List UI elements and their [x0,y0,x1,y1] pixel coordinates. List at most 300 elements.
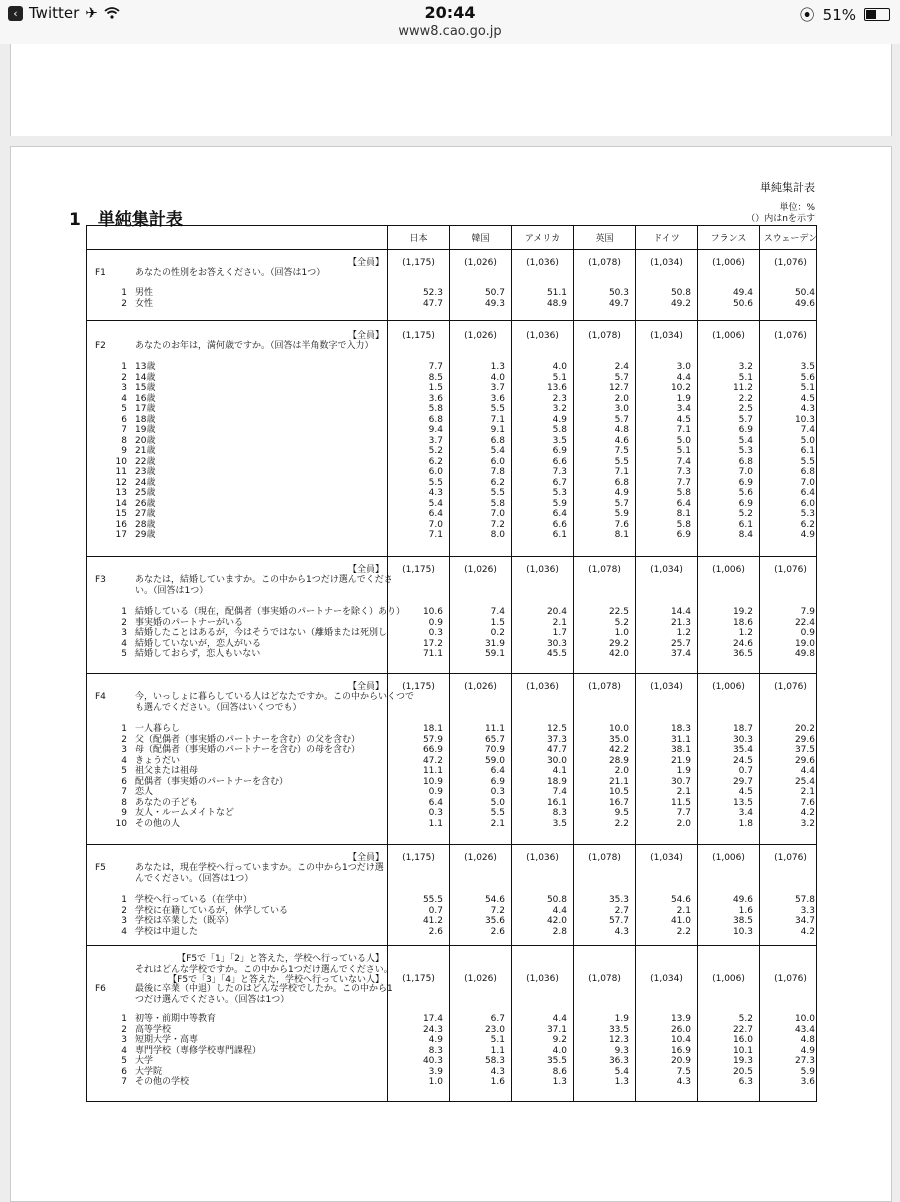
percent-value: 7.5 [614,446,629,456]
percent-value: 5.2 [738,1014,753,1024]
value-column [512,250,574,320]
percent-value: 4.4 [800,766,815,776]
percent-value: 1.5 [490,617,505,628]
percent-value: 3.0 [614,404,629,414]
percent-value: 2.1 [800,787,815,797]
percent-value: 36.3 [608,1056,629,1066]
percent-value: 4.2 [800,926,815,937]
n-count: (1,036) [526,682,559,692]
percent-value: 2.1 [676,787,691,797]
value-column [574,845,636,945]
item-number: 2 [121,905,127,916]
item-number: 9 [121,446,127,456]
percent-value: 47.2 [422,755,443,766]
percent-value: 7.6 [800,797,815,808]
percent-value: 18.1 [422,724,443,734]
n-count: (1,036) [526,565,559,575]
percent-value: 54.6 [484,895,505,905]
percent-value: 43.4 [794,1024,815,1035]
percent-value: 5.8 [428,404,443,414]
item-label: あなたの子ども [135,797,199,808]
item-number: 17 [115,530,127,540]
percent-value: 4.3 [800,404,815,414]
value-column [574,557,636,673]
percent-value: 18.6 [732,617,753,628]
n-count: (1,078) [588,853,621,863]
item-number: 5 [121,649,127,659]
item-number: 14 [115,498,127,509]
percent-value: 5.3 [552,488,567,498]
percent-value: 42.0 [546,916,567,926]
percent-value: 5.0 [800,435,815,446]
item-label: 15歳 [135,383,156,393]
percent-value: 5.3 [800,509,815,519]
item-number: 10 [115,456,127,467]
percent-value: 7.2 [490,905,505,916]
unit-note [746,203,815,225]
percent-value: 37.1 [546,1024,567,1035]
item-number: 4 [121,638,127,649]
percent-value: 2.0 [614,766,629,776]
column-header: 英国 [574,226,636,249]
item-number: 7 [121,787,127,797]
percent-value: 6.4 [490,766,505,776]
item-number: 1 [121,362,127,372]
item-label: 一人暮らし [135,724,181,734]
percent-value: 50.3 [608,288,629,298]
item-label: 学校へ行っている（在学中） [135,895,253,905]
item-number: 13 [115,488,127,498]
battery-icon [864,8,890,21]
percent-value: 5.6 [800,372,815,383]
percent-value: 13.9 [670,1014,691,1024]
column-header: ドイツ [636,226,698,249]
n-count: (1,036) [526,974,559,984]
percent-value: 6.1 [800,446,815,456]
percent-value: 7.0 [738,467,753,477]
item-label: 女性 [135,298,154,309]
percent-value: 4.0 [552,362,567,372]
percent-value: 6.4 [428,797,443,808]
section-f4 [87,674,816,845]
percent-value: 20.9 [670,1056,691,1066]
percent-value: 0.9 [428,617,443,628]
percent-value: 22.4 [794,617,815,628]
percent-value: 2.4 [614,362,629,372]
section-label: 【全員】 [347,565,384,575]
percent-value: 30.3 [732,734,753,745]
percent-value: 10.3 [794,414,815,425]
percent-value: 12.5 [546,724,567,734]
value-column [388,557,450,673]
item-number: 3 [121,628,127,638]
percent-value: 18.3 [670,724,691,734]
n-count: (1,175) [402,258,435,268]
percent-value: 4.0 [490,372,505,383]
percent-value: 21.9 [670,755,691,766]
question-id: F3 [95,575,106,585]
percent-value: 2.1 [490,818,505,829]
value-column [760,250,821,320]
n-count: (1,076) [774,258,807,268]
percent-value: 10.0 [794,1014,815,1024]
percent-value: 3.9 [428,1066,443,1077]
percent-value: 5.8 [676,488,691,498]
value-column [450,321,512,556]
percent-value: 5.5 [614,456,629,467]
percent-value: 10.9 [422,776,443,787]
n-count: (1,026) [464,331,497,341]
percent-value: 7.4 [552,787,567,797]
value-column [698,674,760,844]
question-text: い。（回答は1つ） [135,585,209,596]
n-count: (1,006) [712,565,745,575]
percent-value: 11.2 [732,383,753,393]
percent-value: 8.4 [738,530,753,540]
item-label: 28歳 [135,519,156,530]
value-column [574,946,636,1101]
percent-value: 65.7 [484,734,505,745]
item-number: 2 [121,734,127,745]
value-column [512,557,574,673]
n-count: (1,034) [650,974,683,984]
value-column [698,845,760,945]
item-label: 大学院 [135,1066,163,1077]
percent-value: 1.9 [676,766,691,776]
question-text: 最後に卒業（中退）したのはどんな学校でしたか。この中から1 [135,984,393,994]
item-label: 23歳 [135,467,156,477]
item-label: 大学 [135,1056,154,1066]
percent-value: 50.7 [484,288,505,298]
percent-value: 3.4 [738,808,753,818]
percent-value: 2.8 [552,926,567,937]
percent-value: 49.6 [794,298,815,309]
percent-value: 50.4 [794,288,815,298]
percent-value: 7.7 [676,477,691,488]
item-label: 事実婚のパートナーがいる [135,617,244,628]
percent-value: 5.0 [490,797,505,808]
percent-value: 6.6 [552,519,567,530]
percent-value: 4.8 [614,425,629,435]
value-column [512,321,574,556]
percent-value: 37.4 [670,649,691,659]
n-count: (1,175) [402,331,435,341]
document-title: 1 単純集計表 [69,210,183,230]
percent-value: 7.4 [676,456,691,467]
percent-value: 34.7 [794,916,815,926]
item-label: 高等学校 [135,1024,172,1035]
percent-value: 49.6 [732,895,753,905]
percent-value: 1.8 [738,818,753,829]
item-number: 6 [121,1066,127,1077]
value-column [388,321,450,556]
percent-value: 5.8 [676,519,691,530]
percent-value: 4.9 [552,414,567,425]
percent-value: 6.2 [428,456,443,467]
percent-value: 1.6 [490,1077,505,1087]
item-label: 13歳 [135,362,156,372]
percent-value: 20.2 [794,724,815,734]
percent-value: 8.6 [552,1066,567,1077]
percent-value: 4.5 [800,393,815,404]
percent-value: 7.3 [676,467,691,477]
percent-value: 42.0 [608,649,629,659]
n-count: (1,175) [402,682,435,692]
section-f6 [87,946,816,1101]
n-count: (1,006) [712,853,745,863]
percent-value: 4.6 [614,435,629,446]
item-number: 5 [121,766,127,776]
percent-value: 14.4 [670,607,691,617]
percent-value: 6.7 [552,477,567,488]
percent-value: 5.4 [490,446,505,456]
percent-value: 4.1 [552,766,567,776]
percent-value: 1.3 [552,1077,567,1087]
percent-value: 7.5 [676,1066,691,1077]
percent-value: 5.1 [800,383,815,393]
item-number: 4 [121,1045,127,1056]
percent-value: 18.9 [546,776,567,787]
percent-value: 57.9 [422,734,443,745]
percent-value: 50.8 [670,288,691,298]
item-number: 10 [115,818,127,829]
percent-value: 5.1 [552,372,567,383]
percent-value: 20.5 [732,1066,753,1077]
n-count: (1,034) [650,258,683,268]
percent-value: 31.9 [484,638,505,649]
percent-value: 51.1 [546,288,567,298]
percent-value: 1.0 [614,628,629,638]
percent-value: 8.3 [552,808,567,818]
percent-value: 0.9 [800,628,815,638]
column-header: 日本 [388,226,450,249]
percent-value: 8.1 [676,509,691,519]
percent-value: 0.7 [738,766,753,776]
n-count: (1,078) [588,682,621,692]
item-number: 6 [121,414,127,425]
percent-value: 49.2 [670,298,691,309]
status-bar [0,0,900,44]
percent-value: 24.5 [732,755,753,766]
percent-value: 23.0 [484,1024,505,1035]
item-number: 8 [121,435,127,446]
percent-value: 3.2 [552,404,567,414]
percent-value: 4.5 [676,414,691,425]
percent-value: 21.3 [670,617,691,628]
percent-value: 49.7 [608,298,629,309]
item-number: 4 [121,393,127,404]
item-label: 父（配偶者（事実婚のパートナーを含む）の父を含む） [135,734,361,745]
percent-value: 5.6 [738,488,753,498]
percent-value: 41.2 [422,916,443,926]
item-number: 2 [121,617,127,628]
question-cell [87,845,388,945]
item-label: 14歳 [135,372,156,383]
percent-value: 6.0 [800,498,815,509]
question-cell [87,946,393,1101]
question-text: あなたは，結婚していますか。この中から1つだけ選んでくださ [135,575,393,585]
percent-value: 16.1 [546,797,567,808]
percent-value: 3.2 [800,818,815,829]
percent-value: 11.1 [422,766,443,776]
section-f2 [87,321,816,557]
n-count: (1,034) [650,853,683,863]
question-cell [87,321,388,556]
percent-value: 2.5 [738,404,753,414]
item-number: 5 [121,1056,127,1066]
n-count: (1,175) [402,853,435,863]
percent-value: 7.0 [490,509,505,519]
percent-value: 6.9 [490,776,505,787]
percent-value: 1.1 [490,1045,505,1056]
value-column [574,321,636,556]
percent-value: 6.6 [552,456,567,467]
column-header: 韓国 [450,226,512,249]
item-number: 1 [121,895,127,905]
percent-value: 13.6 [546,383,567,393]
value-column [450,946,512,1101]
percent-value: 1.1 [428,818,443,829]
percent-value: 4.9 [800,530,815,540]
percent-value: 6.8 [614,477,629,488]
percent-value: 5.2 [428,446,443,456]
percent-value: 7.0 [428,519,443,530]
n-count: (1,078) [588,258,621,268]
percent-value: 19.0 [794,638,815,649]
percent-value: 50.8 [546,895,567,905]
percent-value: 1.9 [614,1014,629,1024]
percent-value: 7.9 [800,607,815,617]
percent-value: 7.7 [428,362,443,372]
item-label: 学校は卒業した（既卒） [135,916,235,926]
value-column [636,845,698,945]
percent-value: 35.4 [732,745,753,755]
n-count: (1,036) [526,258,559,268]
item-label: 29歳 [135,530,156,540]
percent-value: 7.1 [676,425,691,435]
percent-value: 6.7 [490,1014,505,1024]
value-column [450,674,512,844]
percent-value: 2.6 [428,926,443,937]
item-label: 結婚したことはあるが，今はそうではない（離婚または死別し [135,628,388,638]
item-number: 7 [121,1077,127,1087]
percent-value: 0.7 [428,905,443,916]
percent-value: 0.9 [428,787,443,797]
section-f3 [87,557,816,674]
percent-value: 6.1 [552,530,567,540]
percent-value: 4.5 [738,787,753,797]
value-column [760,946,821,1101]
percent-value: 29.2 [608,638,629,649]
value-column [760,321,821,556]
percent-value: 10.4 [670,1035,691,1045]
percent-value: 25.4 [794,776,815,787]
item-number: 4 [121,755,127,766]
question-id: F5 [95,863,106,873]
value-column [450,845,512,945]
percent-value: 7.1 [428,530,443,540]
value-column [760,845,821,945]
percent-value: 2.1 [552,617,567,628]
url-bar[interactable]: www8.cao.go.jp [398,24,502,39]
percent-value: 5.0 [676,435,691,446]
percent-value: 8.5 [428,372,443,383]
section-label: 【全員】 [347,258,384,268]
section-label: 【全員】 [347,331,384,341]
percent-value: 7.7 [676,808,691,818]
previous-page [10,44,892,136]
percent-value: 5.4 [614,1066,629,1077]
value-column [512,946,574,1101]
question-text: んでください。（回答は1つ） [135,873,254,884]
percent-value: 59.1 [484,649,505,659]
item-label: 24歳 [135,477,156,488]
percent-value: 9.3 [614,1045,629,1056]
percent-value: 35.6 [484,916,505,926]
section-f1 [87,250,816,321]
percent-value: 49.4 [732,288,753,298]
item-label: 22歳 [135,456,156,467]
n-count: (1,034) [650,331,683,341]
item-number: 7 [121,425,127,435]
percent-value: 54.6 [670,895,691,905]
back-app-label: Twitter [29,4,80,22]
percent-value: 2.2 [738,393,753,404]
item-number: 16 [115,519,127,530]
n-count: (1,026) [464,258,497,268]
percent-value: 3.7 [490,383,505,393]
percent-value: 5.5 [428,477,443,488]
percent-value: 9.1 [490,425,505,435]
percent-value: 6.8 [428,414,443,425]
percent-value: 5.8 [490,498,505,509]
n-count: (1,006) [712,258,745,268]
percent-value: 4.9 [614,488,629,498]
header-question-cell [87,226,388,249]
item-label: 結婚しておらず，恋人もいない [135,649,261,659]
unit-line-2: （）内はnを示す [746,214,815,224]
tabulation-table [86,225,817,1102]
percent-value: 9.2 [552,1035,567,1045]
percent-value: 4.9 [428,1035,443,1045]
percent-value: 31.1 [670,734,691,745]
item-label: 26歳 [135,498,156,509]
percent-value: 7.4 [800,425,815,435]
value-column [512,674,574,844]
percent-value: 1.3 [490,362,505,372]
n-count: (1,175) [402,565,435,575]
percent-value: 9.5 [614,808,629,818]
status-right [800,4,890,25]
percent-value: 17.2 [422,638,443,649]
percent-value: 5.8 [552,425,567,435]
percent-value: 37.5 [794,745,815,755]
item-number: 3 [121,916,127,926]
item-label: 恋人 [135,787,154,797]
question-text: つだけ選んでください。（回答は1つ） [135,994,290,1005]
value-column [388,845,450,945]
percent-value: 27.3 [794,1056,815,1066]
percent-value: 29.6 [794,755,815,766]
percent-value: 38.1 [670,745,691,755]
percent-value: 5.2 [614,617,629,628]
percent-value: 5.4 [428,498,443,509]
item-number: 2 [121,1024,127,1035]
item-number: 11 [115,467,127,477]
n-count: (1,006) [712,331,745,341]
percent-value: 5.4 [738,435,753,446]
percent-value: 0.3 [428,628,443,638]
